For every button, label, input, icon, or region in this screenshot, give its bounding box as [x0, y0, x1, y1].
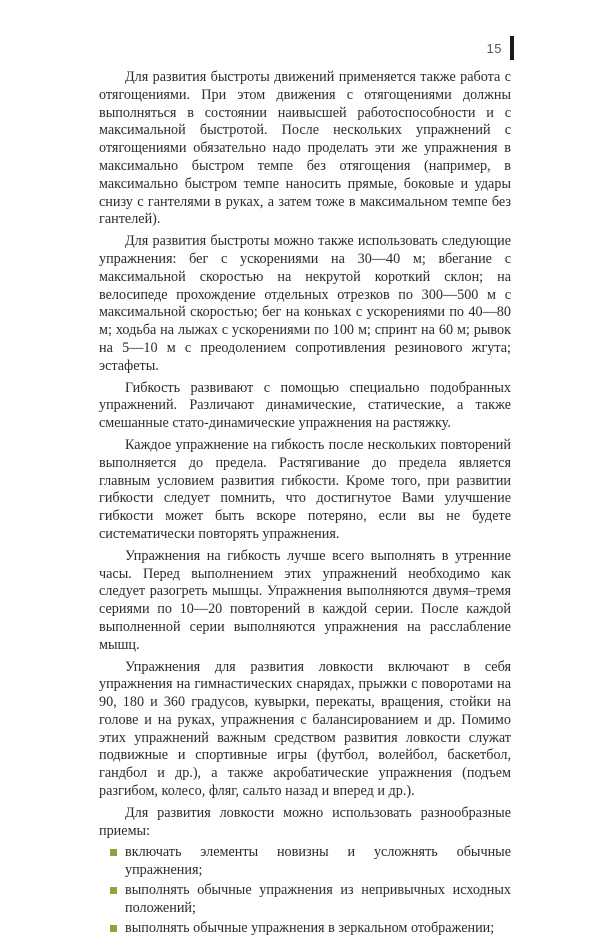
list-item-text: включать элементы новизны и усложнять обычные упражнения;: [125, 844, 511, 879]
list-item: [99, 844, 511, 880]
square-bullet-icon: [110, 849, 117, 856]
paragraph: Для развития быстроты движений применяется также работа с отягощениями. При этом движения с отягощениями должны выполняться в состоянии наивысшей работоспособности и с максимальной быстротой. После нескольких упражнений с отягощениями обязательно надо проделать эти же упражнения в максимально быстром темпе без отягощения (например, в максимально быстром темпе наносить прямые, боковые и удары снизу с гантелями в руках, а затем тоже в максимальном темпе без гантелей).: [99, 69, 511, 228]
paragraph: Упражнения на гибкость лучше всего выполнять в утренние часы. Перед выполнением этих упражнений необходимо как следует разогреть мышцы. Упражнения выполняются двумя–тремя сериями по 10—20 повторений в каждой серии. После каждой выполненной серии выполняются упражнения на расслабление мышц.: [99, 547, 511, 653]
list-item-text: выполнять обычные упражнения в зеркальном отображении;: [125, 919, 495, 936]
list-item: [99, 920, 511, 938]
paragraph: Для развития ловкости можно использовать разнообразные приемы:: [99, 804, 511, 839]
square-bullet-icon: [110, 925, 117, 932]
page-marker-bar: [510, 36, 514, 60]
paragraph: Каждое упражнение на гибкость после нескольких повторений выполняется до предела. Растягивание до предела является главным условием развития гибкости. Кроме того, при развитии гибкости следует помнить, что достигнутое Вами улучшение гибкости может быть вскоре потеряно, если вы не будете систематически повторять упражнения.: [99, 436, 511, 542]
list-item-text: выполнять обычные упражнения из непривычных исходных положений;: [125, 882, 511, 916]
paragraph: Гибкость развивают с помощью специально подобранных упражнений. Различают динамические, статические, а также смешанные стато-динамические упражнения на растяжку.: [99, 379, 511, 432]
page-number: 15: [486, 40, 502, 56]
square-bullet-icon: [110, 887, 117, 894]
paragraph: Упражнения для развития ловкости включают в себя упражнения на гимнастических снарядах, прыжки с поворотами на 90, 180 и 360 градусов, кувырки, перекаты, вращения, стойки на голове и на руках, упражнения с балансированием и др. Помимо этих упражнений важным средством развития ловкости служат подвижные и спортивные игры (футбол, волейбол, баскетбол, гандбол и др.), а также акробатические упражнения (подъем разгибом, колесо, фляг, сальто назад и вперед и др.).: [99, 658, 511, 800]
page-header: [487, 36, 514, 60]
page-body: [99, 69, 511, 939]
bullet-list: [99, 844, 511, 937]
paragraph: Для развития быстроты можно также использовать следующие упражнения: бег с ускорениями на 30—40 м; вбегание с максимальной скоростью на некрутой короткий склон; на велосипеде прохождение отдельных отрезков по 300—500 м с максимальной скоростью; бег на коньках с ускорениями по 40—80 м; ходьба на лыжах с ускорениями по 100 м; спринт на 60 м; рывок на 5—10 м с преодолением сопротивления резинового жгута; эстафеты.: [99, 233, 511, 374]
list-item: [99, 882, 511, 918]
